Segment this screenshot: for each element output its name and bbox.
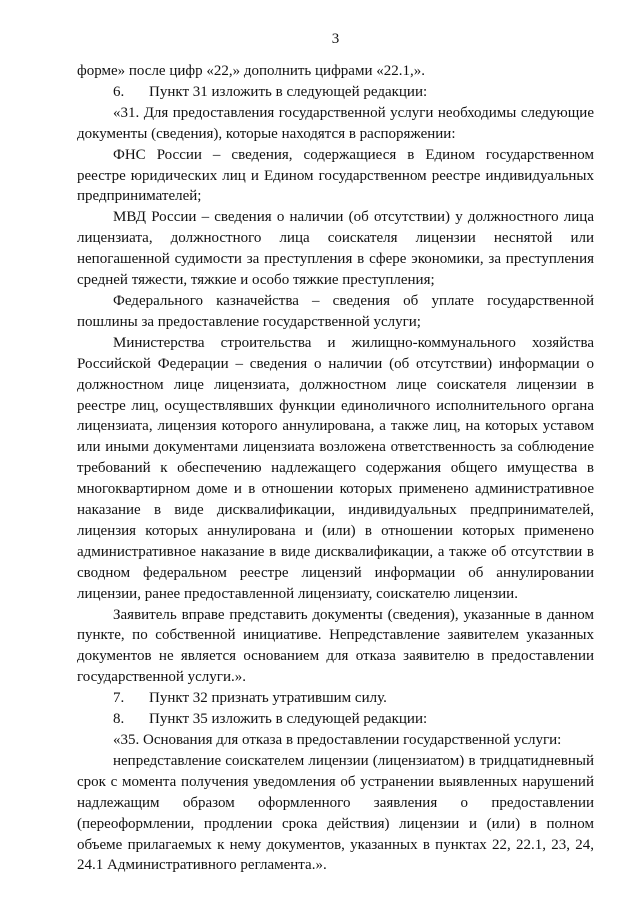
- page-number: 3: [331, 31, 340, 47]
- paragraph-ministry: Министерства строительства и жилищно-коммунального хозяйства Российской Федерации – сведения о наличии (об отсутствии) информации о должностном лице лицензиата, должностном лице соискателя лицензии в реестре лиц, осуществлявших функции единоличного исполнительного органа лицензиата, лицензия которого аннулирована, а также лиц, на которых уставом или иными документами лицензиата возложена ответственность за соблюдение требований к обеспечению надлежащего содержания общего имущества в многоквартирном доме и в отношении которых применено административное наказание в виде дисквалификации, индивидуальных предпринимателей, лицензия которых аннулирована и (или) в отношении которых применено административное наказание в виде дисквалификации, а также об отсутствии в сводном федеральном реестре лицензий информации об аннулировании лицензии, ранее предоставленной лицензиату, соискателю лицензии.: [77, 334, 594, 602]
- item-number: 6.: [113, 83, 125, 100]
- paragraph-item-8: [77, 709, 594, 730]
- item-text: Пункт 31 изложить в следующей редакции:: [149, 83, 428, 100]
- item-number: 7.: [113, 690, 125, 707]
- paragraph-refusal-grounds: непредставление соискателем лицензии (лицензиатом) в тридцатидневный срок с момента получения уведомления об устранении выявленных нарушений надлежащим образом оформленного заявления о предоставлении (переоформлении, продлении срока действия) лицензии и (или) в полном объеме прилагаемых к нему документов, указанных в пунктах 22, 22.1, 23, 24, 24.1 Административного регламента.».: [77, 752, 594, 874]
- paragraph-fns: ФНС России – сведения, содержащиеся в Едином государственном реестре юридических лиц и Едином государственном реестре индивидуальных предпринимателей;: [77, 146, 594, 205]
- paragraph-treasury: Федерального казначейства – сведения об уплате государственной пошлины за предоставление государственной услуги;: [77, 292, 594, 330]
- paragraph-mvd: МВД России – сведения о наличии (об отсутствии) у должностного лица лицензиата, должностного лица соискателя лицензии неснятой или непогашенной судимости за преступления в сфере экономики, за преступления средней тяжести, тяжкие и особо тяжкие преступления;: [77, 209, 594, 289]
- item-text: Пункт 35 изложить в следующей редакции:: [149, 711, 428, 728]
- paragraph-item-6: [77, 82, 594, 103]
- paragraph-clause-31: «31. Для предоставления государственной услуги необходимы следующие документы (сведения), которые находятся в распоряжении:: [77, 104, 594, 142]
- paragraph-applicant-right: Заявитель вправе представить документы (сведения), указанные в данном пункте, по собственной инициативе. Непредставление заявителем указанных документов не является основанием для отказа заявителю в предоставлении государственной услуги.».: [77, 606, 594, 686]
- item-number: 8.: [113, 711, 125, 728]
- paragraph-continuation: форме» после цифр «22,» дополнить цифрами «22.1,».: [77, 63, 425, 79]
- paragraph-clause-35: «35. Основания для отказа в предоставлении государственной услуги:: [113, 732, 562, 748]
- paragraph-item-7: [77, 688, 594, 709]
- item-text: Пункт 32 признать утратившим силу.: [149, 690, 387, 707]
